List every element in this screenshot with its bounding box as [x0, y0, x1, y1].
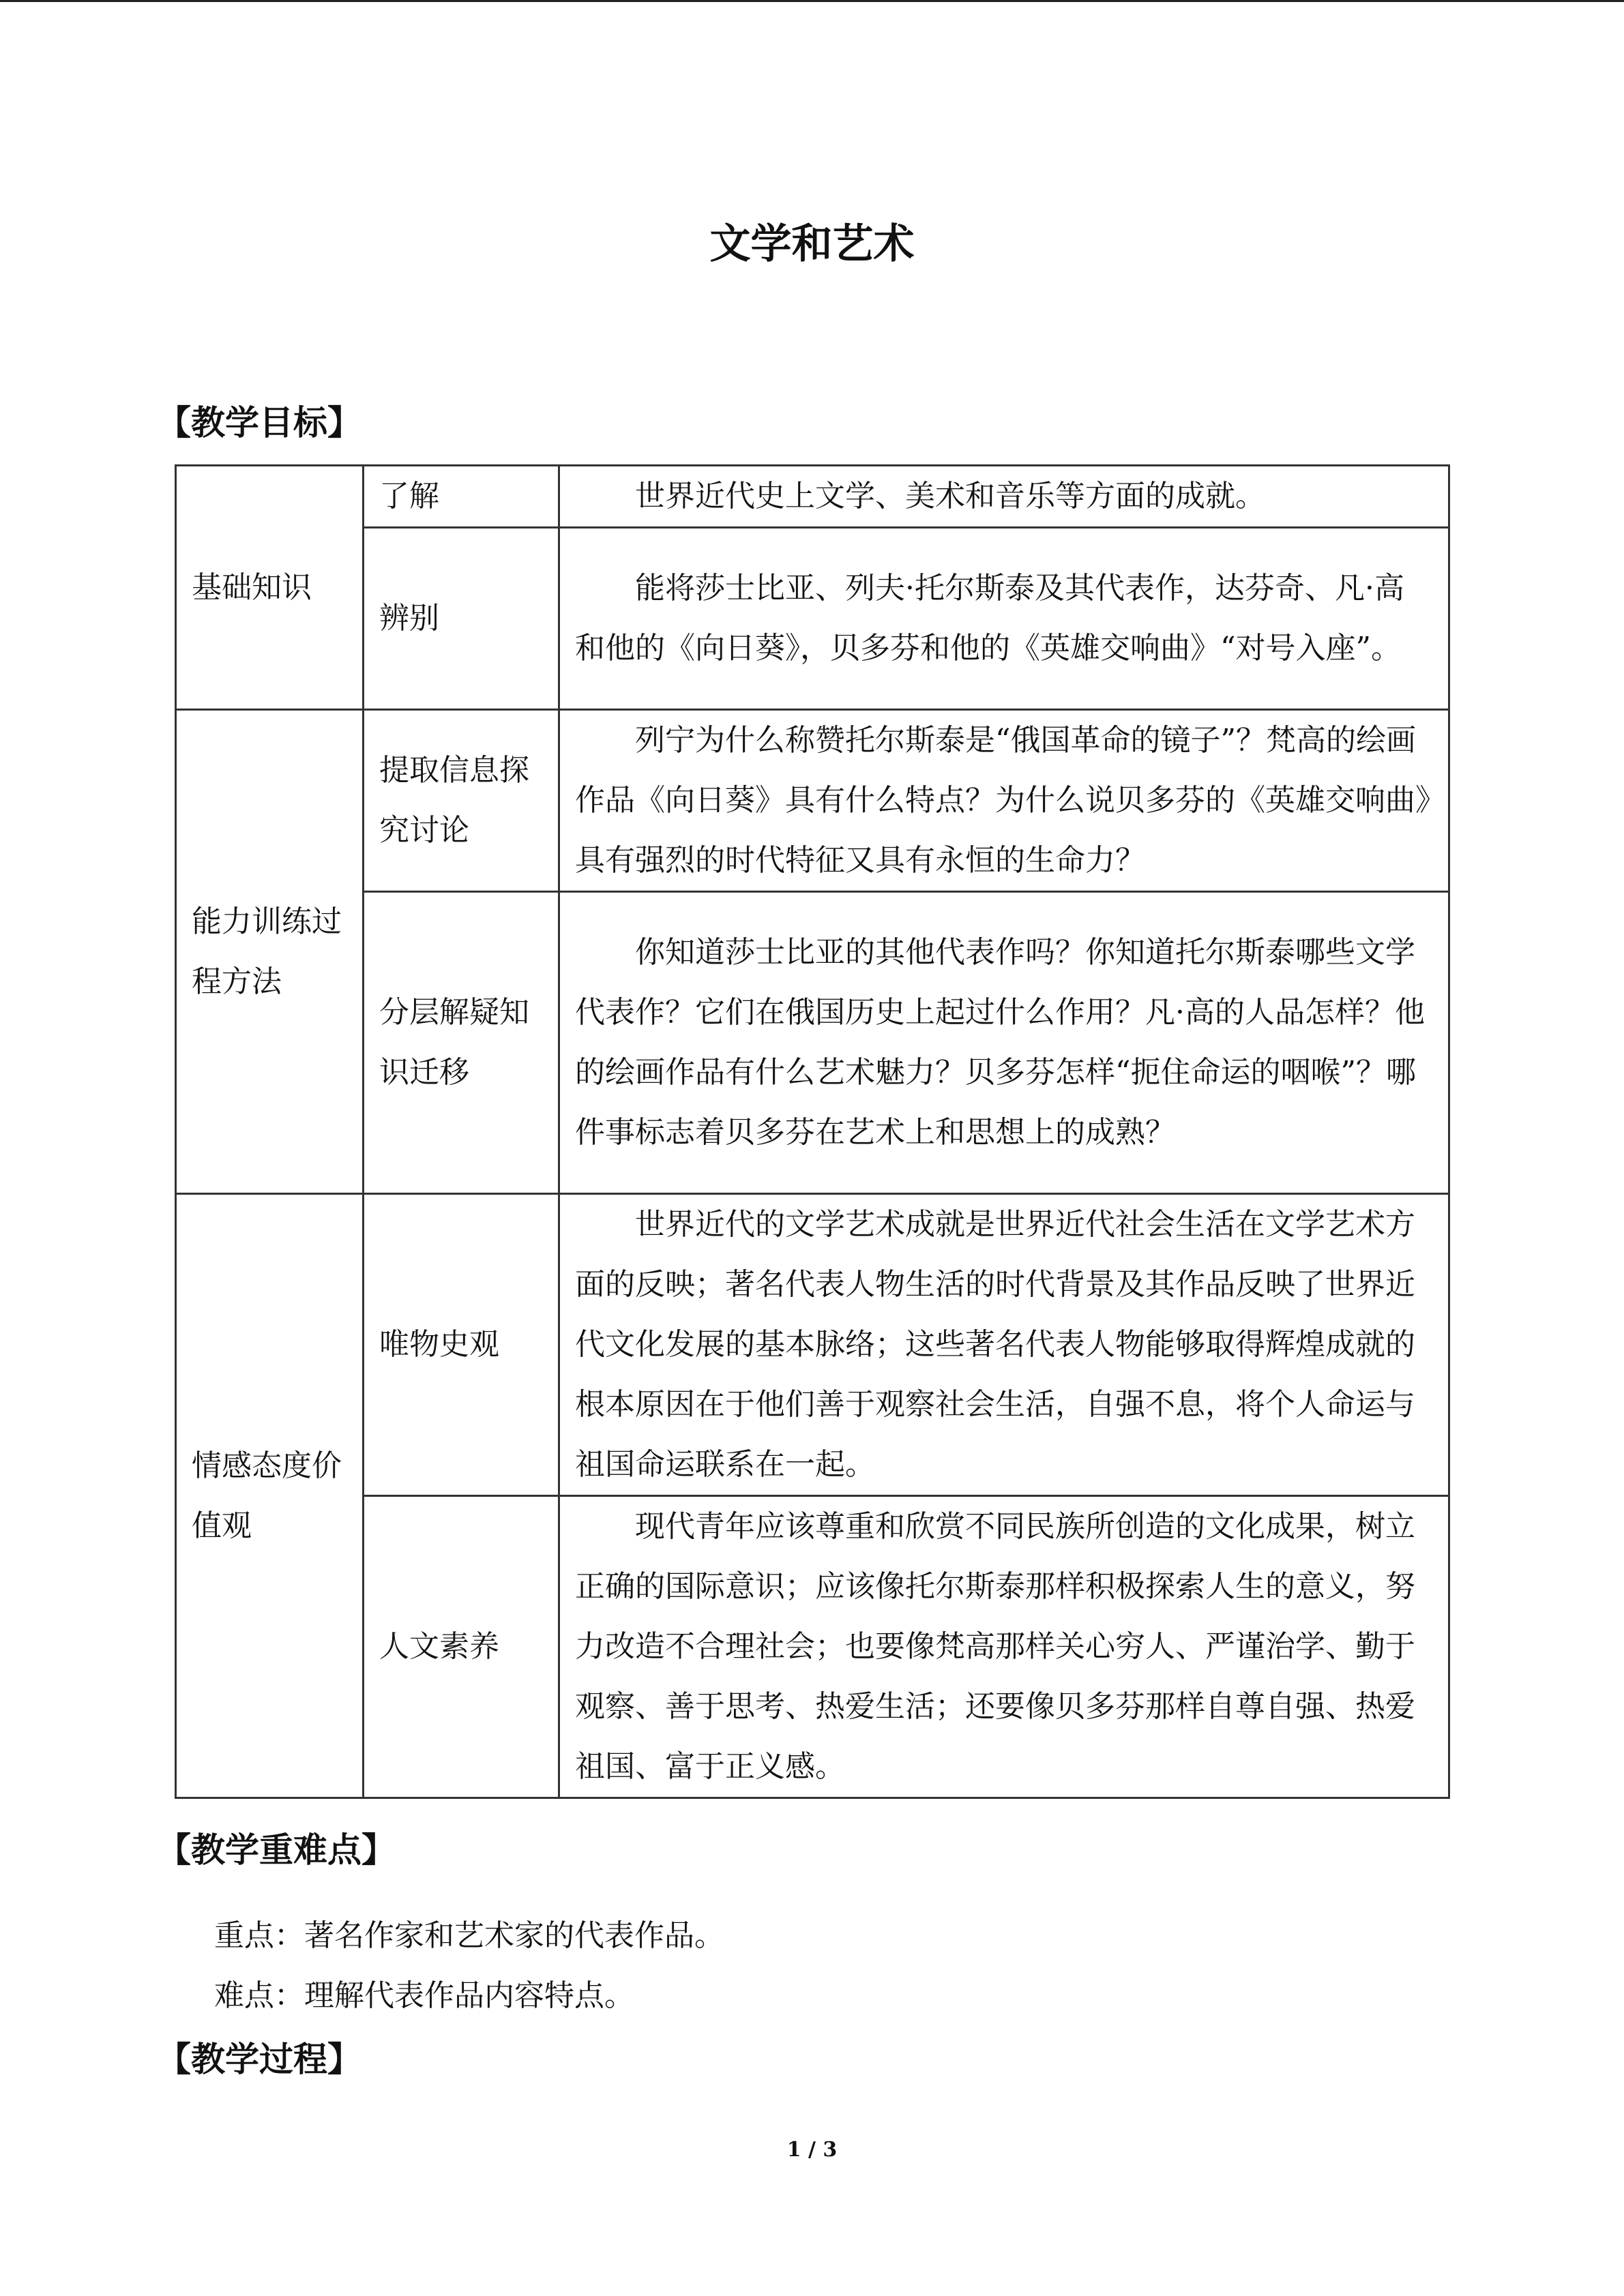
- section-heading-objectives: 【教学目标】: [157, 403, 361, 443]
- category-cell-basic: [176, 466, 364, 710]
- section-heading-process: 【教学过程】: [157, 2040, 361, 2079]
- description-cell: 世界近代的文学艺术成就是世界近代社会生活在文学艺术方面的反映；著名代表人物生活的时代背景及其作品反映了世界近代文化发展的基本脉络；这些著名代表人物能够取得辉煌成就的根本原因在于他们善于观察社会生活，自强不息，将个人命运与祖国命运联系在一起。: [559, 1194, 1449, 1496]
- subcategory-label: 了解: [379, 479, 439, 513]
- subcategory-cell: [364, 466, 559, 528]
- subcategory-cell: [364, 892, 559, 1194]
- page-title: 文学和艺术: [709, 220, 915, 268]
- table-row: [176, 892, 1449, 1194]
- subcategory-cell: [364, 710, 559, 892]
- section-heading-key-points: 【教学重难点】: [157, 1830, 396, 1870]
- description-cell: 能将莎士比亚、列夫·托尔斯泰及其代表作，达芬奇、凡·高和他的《向日葵》，贝多芬和他的《英雄交响曲》“对号入座”。: [559, 528, 1449, 710]
- page-number: 1 / 3: [786, 2138, 838, 2162]
- subcategory-label: 辨别: [379, 601, 439, 636]
- category-cell-ability: [176, 710, 364, 1194]
- table-row: [176, 1496, 1449, 1798]
- table-row: [176, 710, 1449, 892]
- category-label: 基础知识: [192, 569, 312, 605]
- subcategory-label: 唯物史观: [379, 1327, 499, 1362]
- category-cell-emotion: [176, 1194, 364, 1798]
- subcategory-label: 提取信息探究讨论: [379, 753, 529, 848]
- subcategory-cell: [364, 1194, 559, 1496]
- subcategory-cell: [364, 1496, 559, 1798]
- description-cell: 你知道莎士比亚的其他代表作吗？你知道托尔斯泰哪些文学代表作？它们在俄国历史上起过什么作用？凡·高的人品怎样？他的绘画作品有什么艺术魅力？贝多芬怎样“扼住命运的咽喉”？哪件事标志着贝多芬在艺术上和思想上的成熟？: [559, 892, 1449, 1194]
- key-point-text: 重点：著名作家和艺术家的代表作品。: [214, 1918, 724, 1953]
- table-row: [176, 528, 1449, 710]
- table-row: [176, 466, 1449, 528]
- category-label: 能力训练过程方法: [192, 904, 342, 999]
- difficult-point-text: 难点：理解代表作品内容特点。: [214, 1978, 634, 2013]
- objectives-table: [175, 464, 1450, 1799]
- description-cell: 列宁为什么称赞托尔斯泰是“俄国革命的镜子”？梵高的绘画作品《向日葵》具有什么特点？为什么说贝多芬的《英雄交响曲》具有强烈的时代特征又具有永恒的生命力？: [559, 710, 1449, 892]
- subcategory-label: 人文素养: [379, 1629, 499, 1664]
- page-top-border: [0, 0, 1624, 2]
- subcategory-cell: [364, 528, 559, 710]
- description-cell: 现代青年应该尊重和欣赏不同民族所创造的文化成果，树立正确的国际意识；应该像托尔斯泰那样积极探索人生的意义，努力改造不合理社会；也要像梵高那样关心穷人、严谨治学、勤于观察、善于思考、热爱生活；还要像贝多芬那样自尊自强、热爱祖国、富于正义感。: [559, 1496, 1449, 1798]
- table-row: [176, 1194, 1449, 1496]
- description-cell: 世界近代史上文学、美术和音乐等方面的成就。: [559, 466, 1449, 528]
- category-label: 情感态度价值观: [192, 1448, 342, 1543]
- subcategory-label: 分层解疑知识迁移: [379, 995, 529, 1090]
